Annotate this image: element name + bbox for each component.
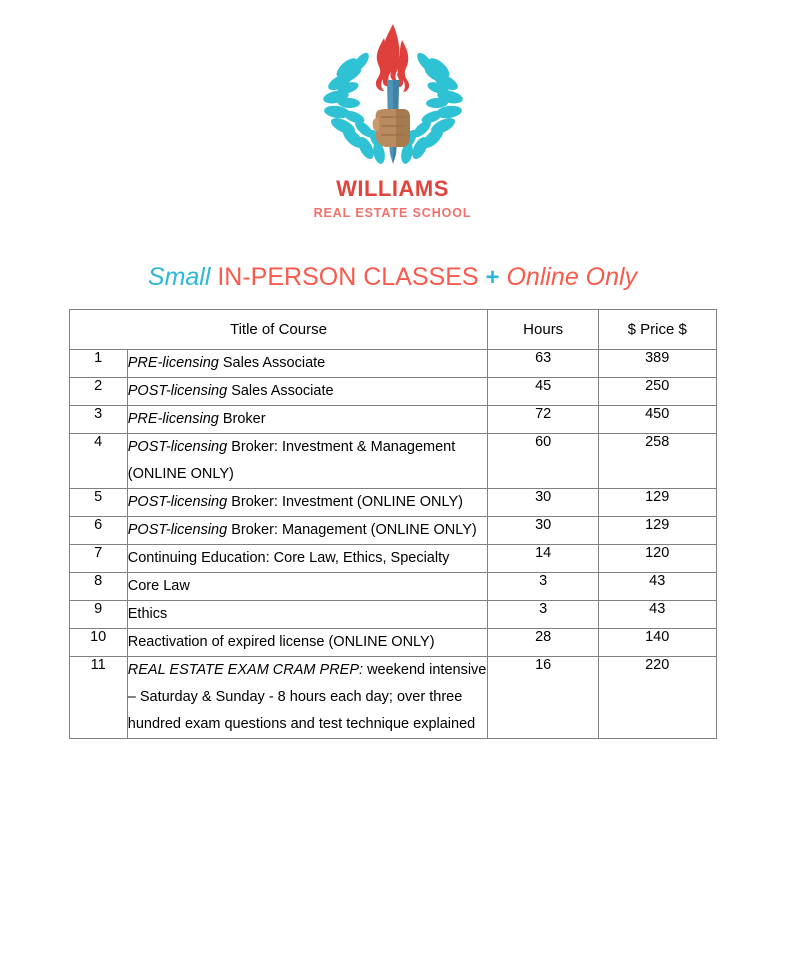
logo-block bbox=[0, 0, 785, 220]
row-hours: 14 bbox=[488, 545, 599, 573]
row-hours: 3 bbox=[488, 573, 599, 601]
course-title-text: weekend intensive – Saturday & Sunday - 8 hours each day; over three hundred exam questions and test technique explained bbox=[127, 662, 487, 732]
course-title-text: Continuing Education: Core Law, Ethics, Specialty bbox=[127, 550, 450, 566]
table-row bbox=[69, 601, 716, 629]
logo-name: WILLIAMS bbox=[336, 176, 449, 201]
torch-laurel-logo-icon bbox=[318, 22, 468, 177]
row-hours: 30 bbox=[488, 489, 599, 517]
table-row bbox=[69, 573, 716, 601]
row-number: 1 bbox=[69, 350, 127, 378]
column-header-price: $ Price $ bbox=[598, 310, 716, 350]
table-row bbox=[69, 406, 716, 434]
row-hours: 60 bbox=[488, 434, 599, 489]
row-price: 140 bbox=[598, 629, 716, 657]
row-price: 220 bbox=[598, 657, 716, 739]
headline-in-person-classes: IN-PERSON CLASSES bbox=[217, 262, 479, 291]
row-price: 43 bbox=[598, 573, 716, 601]
column-header-hours: Hours bbox=[488, 310, 599, 350]
row-course-title bbox=[127, 545, 488, 573]
row-price: 129 bbox=[598, 517, 716, 545]
row-course-title bbox=[127, 489, 488, 517]
headline-small: Small bbox=[147, 262, 211, 291]
table-row bbox=[69, 489, 716, 517]
row-price: 120 bbox=[598, 545, 716, 573]
row-price: 43 bbox=[598, 601, 716, 629]
table-row bbox=[69, 378, 716, 406]
course-title-text: Broker: Management (ONLINE ONLY) bbox=[227, 522, 477, 538]
row-hours: 28 bbox=[488, 629, 599, 657]
row-course-title bbox=[127, 573, 488, 601]
row-hours: 16 bbox=[488, 657, 599, 739]
course-title-emphasis: POST-licensing bbox=[127, 439, 228, 455]
course-title-emphasis: PRE-licensing bbox=[127, 411, 219, 427]
row-number: 9 bbox=[69, 601, 127, 629]
row-course-title bbox=[127, 517, 488, 545]
course-title-emphasis: POST-licensing bbox=[127, 383, 228, 399]
row-hours: 72 bbox=[488, 406, 599, 434]
row-number: 8 bbox=[69, 573, 127, 601]
column-header-title: Title of Course bbox=[69, 310, 488, 350]
table-row bbox=[69, 657, 716, 739]
row-number: 5 bbox=[69, 489, 127, 517]
course-title-text: Sales Associate bbox=[218, 355, 326, 371]
course-title-text: Ethics bbox=[127, 606, 168, 622]
course-table-wrap bbox=[69, 309, 717, 739]
table-row bbox=[69, 350, 716, 378]
headline-plus: + bbox=[485, 263, 500, 291]
table-row bbox=[69, 629, 716, 657]
row-course-title bbox=[127, 434, 488, 489]
row-course-title bbox=[127, 601, 488, 629]
row-number: 6 bbox=[69, 517, 127, 545]
row-hours: 30 bbox=[488, 517, 599, 545]
course-title-emphasis: PRE-licensing bbox=[127, 355, 219, 371]
row-course-title bbox=[127, 629, 488, 657]
course-title-text: Broker: Investment (ONLINE ONLY) bbox=[227, 494, 463, 510]
course-title-emphasis: POST-licensing bbox=[127, 494, 228, 510]
table-row bbox=[69, 517, 716, 545]
row-hours: 63 bbox=[488, 350, 599, 378]
headline-online-only: Online Only bbox=[506, 262, 638, 291]
row-price: 258 bbox=[598, 434, 716, 489]
row-price: 129 bbox=[598, 489, 716, 517]
course-title-emphasis: POST-licensing bbox=[127, 522, 228, 538]
row-number: 11 bbox=[69, 657, 127, 739]
row-number: 2 bbox=[69, 378, 127, 406]
course-title-text: Broker: Investment & Management (ONLINE ONLY) bbox=[127, 439, 456, 482]
row-price: 389 bbox=[598, 350, 716, 378]
course-title-emphasis: REAL ESTATE EXAM CRAM PREP: bbox=[127, 662, 364, 678]
course-table-body bbox=[69, 350, 716, 739]
row-number: 7 bbox=[69, 545, 127, 573]
page-headline bbox=[0, 264, 785, 292]
row-number: 10 bbox=[69, 629, 127, 657]
course-title-text: Reactivation of expired license (ONLINE ONLY) bbox=[127, 634, 435, 650]
row-price: 450 bbox=[598, 406, 716, 434]
course-title-text: Broker bbox=[218, 411, 266, 427]
table-row bbox=[69, 545, 716, 573]
row-hours: 45 bbox=[488, 378, 599, 406]
table-row bbox=[69, 434, 716, 489]
row-hours: 3 bbox=[488, 601, 599, 629]
row-number: 3 bbox=[69, 406, 127, 434]
table-header-row bbox=[69, 310, 716, 350]
row-course-title bbox=[127, 406, 488, 434]
row-course-title bbox=[127, 657, 488, 739]
course-table bbox=[69, 309, 717, 739]
row-price: 250 bbox=[598, 378, 716, 406]
logo-subtitle: REAL ESTATE SCHOOL bbox=[313, 206, 472, 220]
course-title-text: Sales Associate bbox=[227, 383, 334, 399]
row-course-title bbox=[127, 350, 488, 378]
row-number: 4 bbox=[69, 434, 127, 489]
row-course-title bbox=[127, 378, 488, 406]
course-title-text: Core Law bbox=[127, 578, 190, 594]
